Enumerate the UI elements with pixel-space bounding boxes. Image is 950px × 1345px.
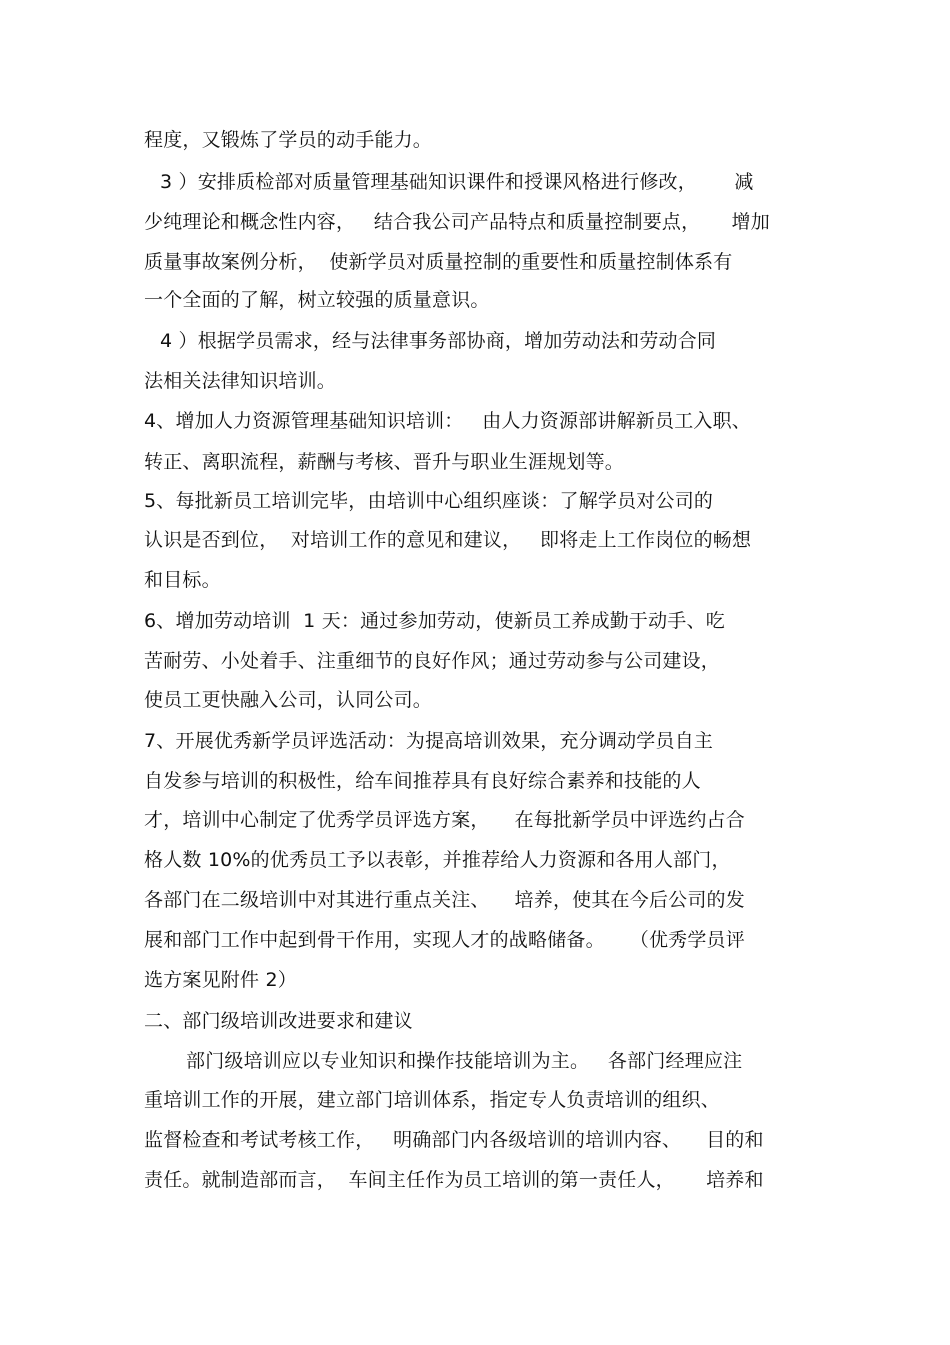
text-line: 部门级培训应以专业知识和操作技能培训为主。 各部门经理应注 (186, 1050, 743, 1072)
text-line: 使员工更快融入公司，认同公司。 (144, 689, 433, 711)
text-line: 责任。就制造部而言， 车间主任作为员工培训的第一责任人， 培养和 (144, 1169, 764, 1191)
text-line: 自发参与培训的积极性，给车间推荐具有良好综合素养和技能的人 (144, 770, 701, 792)
text-line: 才，培训中心制定了优秀学员评选方案， 在每批新学员中评选约占合 (144, 809, 745, 831)
text-line: 6、增加劳动培训 1 天：通过参加劳动，使新员工养成勤于动手、吃 (144, 610, 725, 632)
text-line: 程度，又锻炼了学员的动手能力。 (144, 129, 433, 151)
text-line: 认识是否到位， 对培训工作的意见和建议， 即将走上工作岗位的畅想 (144, 529, 752, 551)
text-line: 7、开展优秀新学员评选活动：为提高培训效果，充分调动学员自主 (144, 730, 714, 752)
text-line: 5、每批新员工培训完毕，由培训中心组织座谈：了解学员对公司的 (144, 490, 714, 512)
text-line: 法相关法律知识培训。 (144, 370, 337, 392)
text-line: 选方案见附件 2） (144, 969, 297, 991)
text-line: 各部门在二级培训中对其进行重点关注、 培养，使其在今后公司的发 (144, 889, 745, 911)
text-line: 4、增加人力资源管理基础知识培训： 由人力资源部讲解新员工入职、 (144, 410, 752, 432)
text-line: 格人数 10%的优秀员工予以表彰，并推荐给人力资源和各用人部门， (144, 849, 731, 871)
text-line: 监督检查和考试考核工作， 明确部门内各级培训的培训内容、 目的和 (144, 1129, 764, 1151)
section-heading: 二、部门级培训改进要求和建议 (144, 1010, 413, 1032)
text-line: 苦耐劳、小处着手、注重细节的良好作风；通过劳动参与公司建设， (144, 650, 721, 672)
text-line: 转正、离职流程，薪酬与考核、晋升与职业生涯规划等。 (144, 451, 625, 473)
text-line: 4 ）根据学员需求，经与法律事务部协商，增加劳动法和劳动合同 (160, 330, 717, 352)
text-line: 少纯理论和概念性内容， 结合我公司产品特点和质量控制要点， 增加 (144, 211, 770, 233)
text-line: 重培训工作的开展，建立部门培训体系，指定专人负责培训的组织、 (144, 1089, 721, 1111)
text-line: 一个全面的了解，树立较强的质量意识。 (144, 289, 490, 311)
text-line: 和目标。 (144, 569, 221, 591)
text-line: 3 ）安排质检部对质量管理基础知识课件和授课风格进行修改， 减 (160, 171, 754, 193)
text-line: 展和部门工作中起到骨干作用，实现人才的战略储备。 （优秀学员评 (144, 929, 745, 951)
text-line: 质量事故案例分析， 使新学员对质量控制的重要性和质量控制体系有 (144, 251, 733, 273)
